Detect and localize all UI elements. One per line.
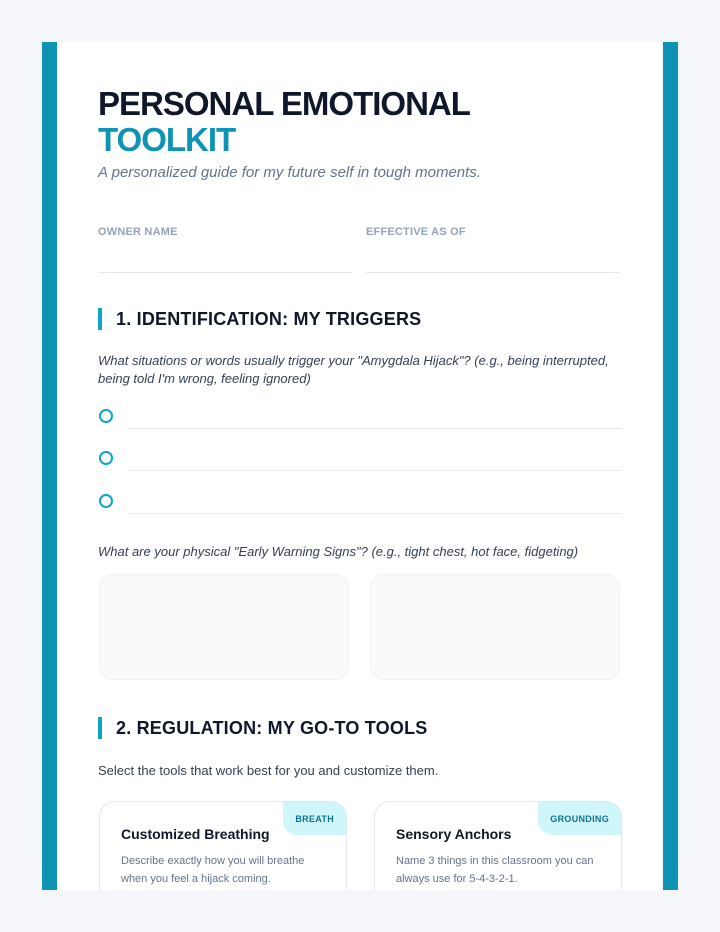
tools-intro: Select the tools that work best for you and customize them. bbox=[98, 763, 439, 778]
circle-bullet-icon bbox=[99, 451, 113, 465]
section-heading-tools: 2. REGULATION: MY GO-TO TOOLS bbox=[98, 717, 427, 739]
effective-date-label: EFFECTIVE AS OF bbox=[366, 226, 466, 238]
trigger-input[interactable] bbox=[128, 470, 622, 471]
toolkit-page bbox=[42, 42, 678, 890]
tool-badge: GROUNDING bbox=[538, 802, 621, 835]
trigger-input[interactable] bbox=[128, 428, 622, 429]
left-accent-rail bbox=[42, 42, 57, 890]
tool-card-title: Customized Breathing bbox=[121, 826, 270, 842]
trigger-item bbox=[98, 494, 622, 524]
trigger-input[interactable] bbox=[128, 513, 622, 514]
owner-name-label: OWNER NAME bbox=[98, 226, 178, 238]
tool-card-description: Name 3 things in this classroom you can always use for 5-4-3-2-1. bbox=[396, 855, 594, 885]
owner-name-field bbox=[98, 226, 352, 273]
circle-bullet-icon bbox=[99, 494, 113, 508]
triggers-prompt: What situations or words usually trigger your "Amygdala Hijack"? (e.g., being interrupted, being told I'm wrong, feeling ignored) bbox=[98, 353, 609, 386]
right-accent-rail bbox=[663, 42, 678, 890]
warning-signs-box[interactable] bbox=[99, 574, 349, 680]
page-title bbox=[98, 86, 470, 158]
tool-card-title: Sensory Anchors bbox=[396, 826, 512, 842]
effective-date-field bbox=[366, 226, 620, 273]
trigger-item bbox=[98, 451, 622, 481]
effective-date-input[interactable] bbox=[366, 272, 620, 273]
section-heading-triggers: 1. IDENTIFICATION: MY TRIGGERS bbox=[98, 308, 421, 330]
tool-card-description: Describe exactly how you will breathe when you feel a hijack coming. bbox=[121, 855, 305, 885]
warning-signs-prompt: What are your physical "Early Warning Signs"? (e.g., tight chest, hot face, fidgeting) bbox=[98, 544, 579, 559]
circle-bullet-icon bbox=[99, 409, 113, 423]
owner-name-input[interactable] bbox=[98, 272, 352, 273]
tool-card-sensory[interactable] bbox=[374, 801, 622, 890]
trigger-item bbox=[98, 409, 622, 439]
page-title-line2: TOOLKIT bbox=[98, 121, 236, 158]
tool-card-breathing[interactable] bbox=[99, 801, 347, 890]
warning-signs-box[interactable] bbox=[370, 574, 620, 680]
page-subtitle: A personalized guide for my future self in tough moments. bbox=[98, 164, 481, 181]
page-title-line1: PERSONAL EMOTIONAL bbox=[98, 85, 470, 122]
tool-badge: BREATH bbox=[283, 802, 346, 835]
